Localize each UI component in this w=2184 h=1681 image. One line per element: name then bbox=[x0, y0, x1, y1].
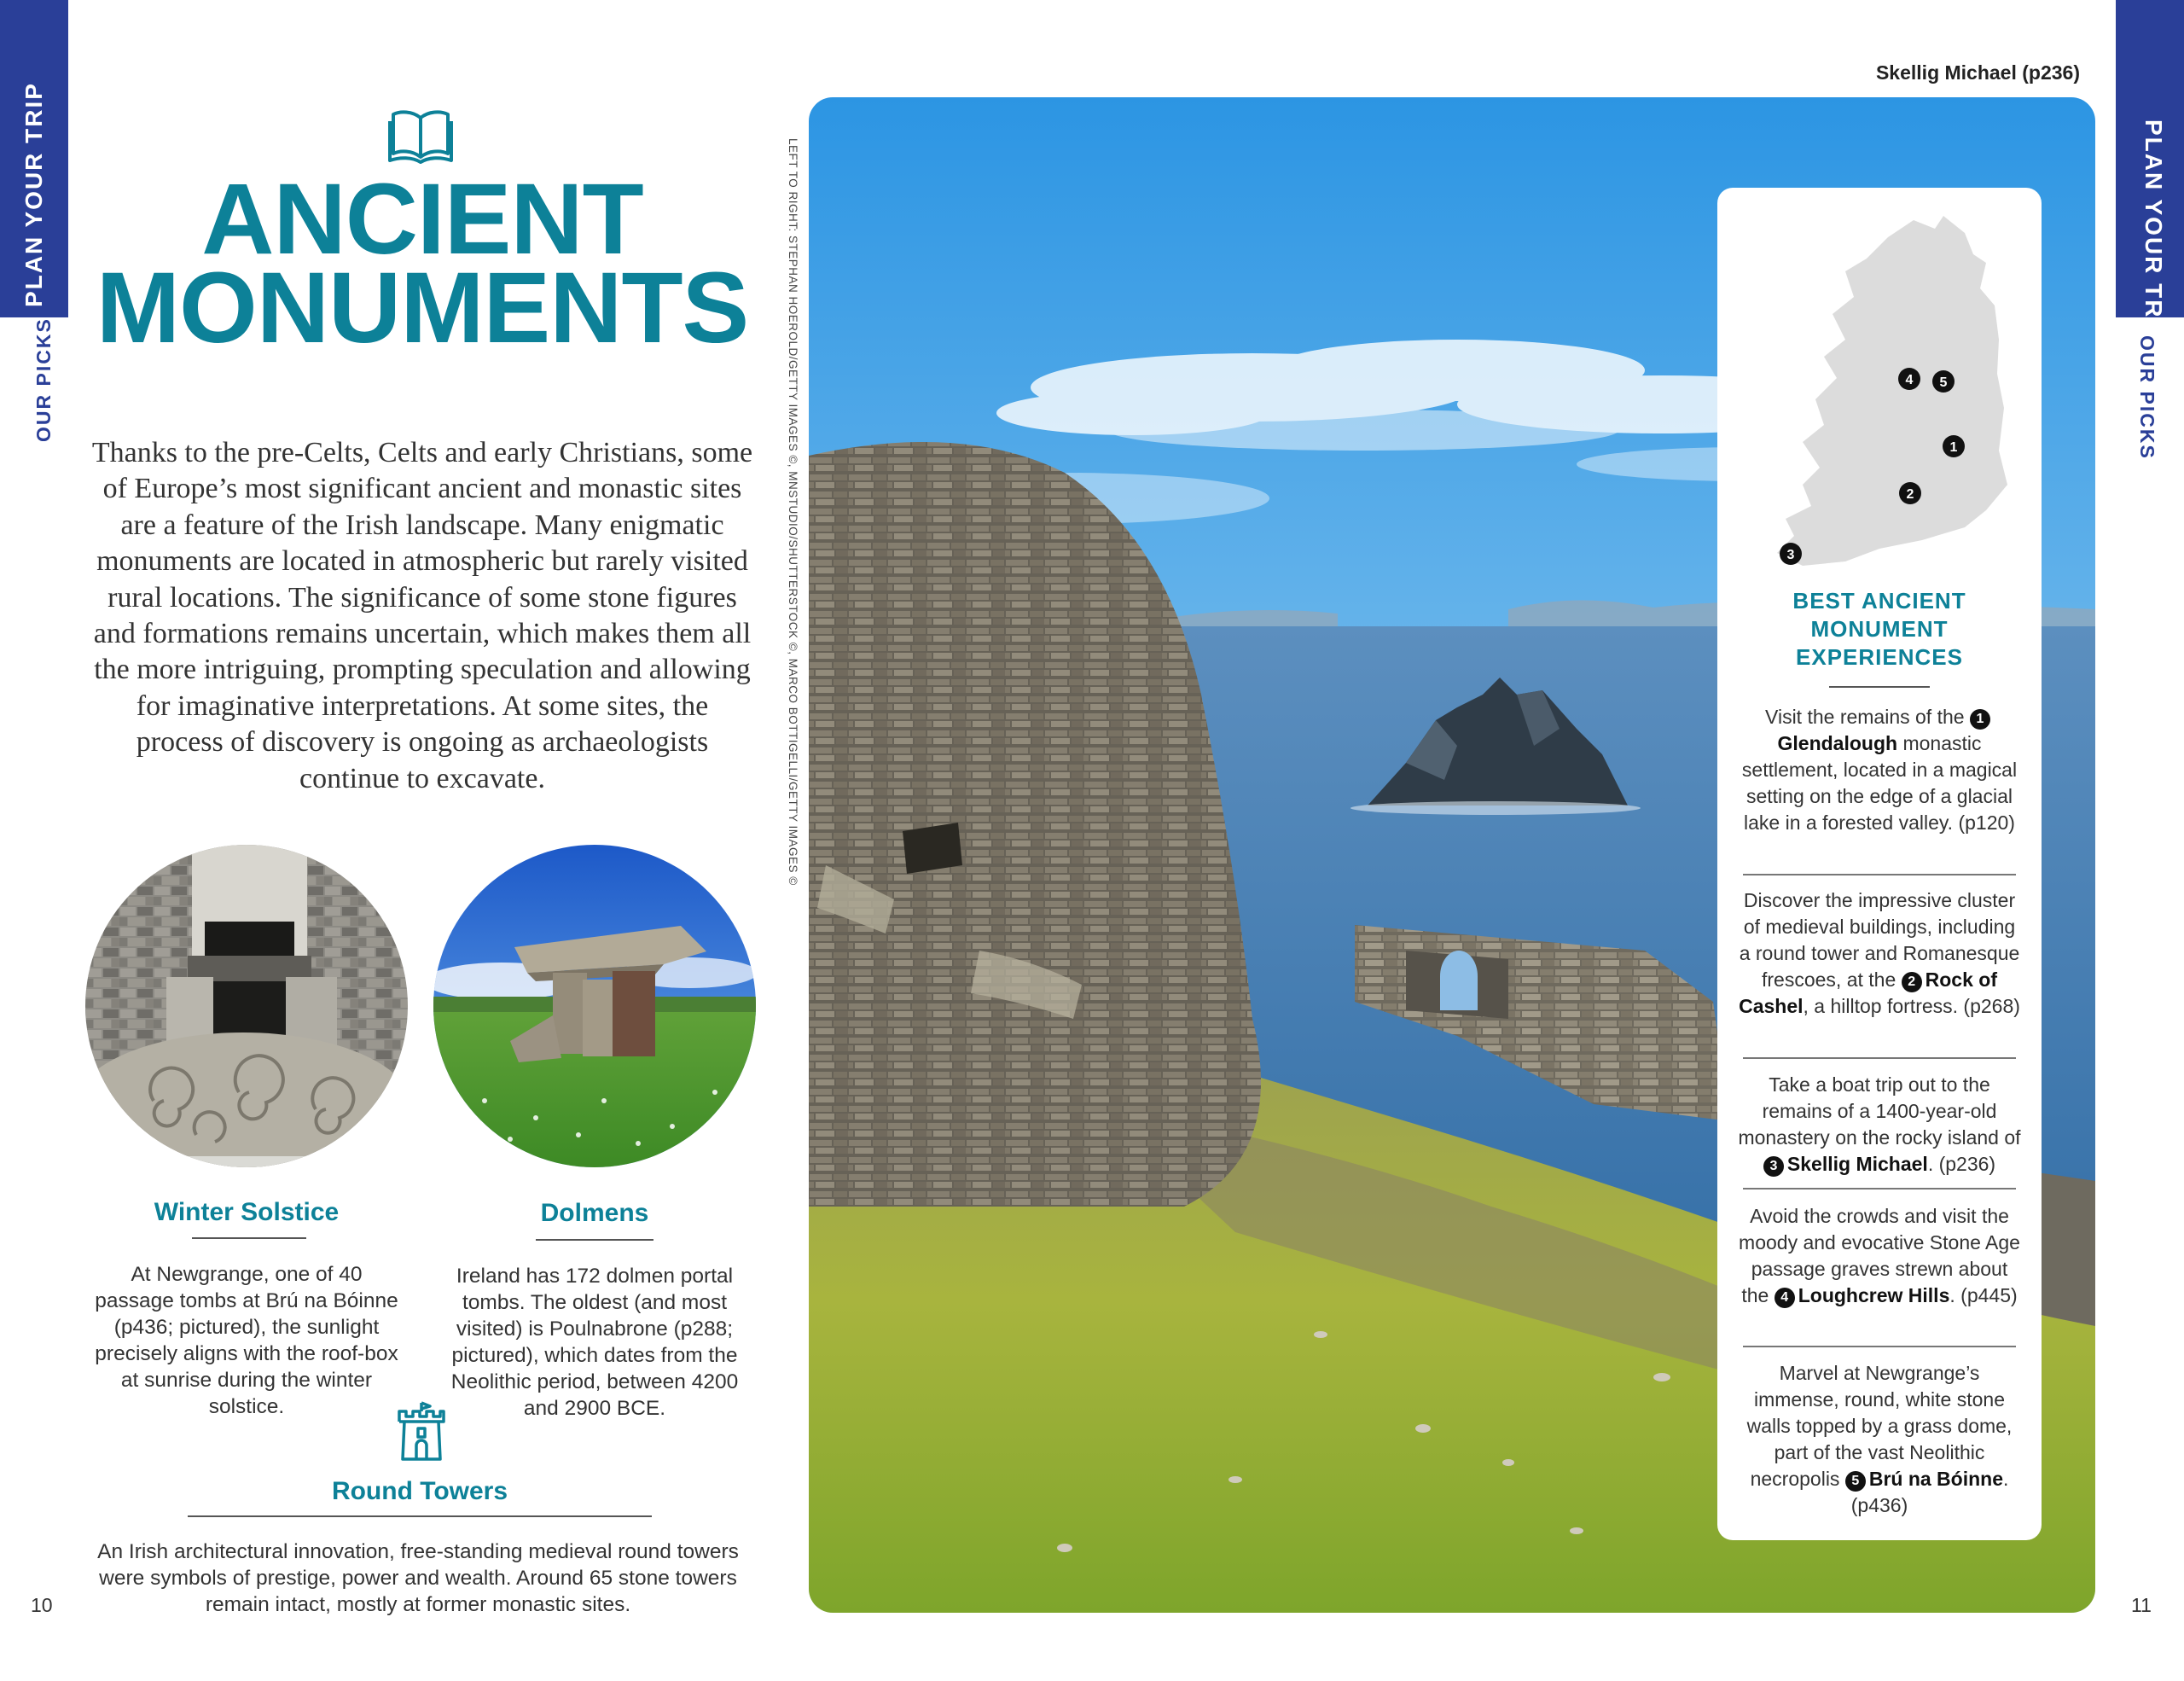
sidebar-item bbox=[1738, 1203, 2021, 1309]
sidebar-divider bbox=[1743, 1346, 2016, 1347]
photo-caption: Skellig Michael (p236) bbox=[1875, 61, 2080, 84]
poulnabrone-dolmen-photo bbox=[433, 845, 756, 1167]
item-text: Visit the remains of the bbox=[1765, 706, 1965, 728]
sidebar-item bbox=[1738, 704, 2021, 836]
page-number-right: 11 bbox=[2131, 1594, 2152, 1616]
dolmens-heading: Dolmens bbox=[540, 1199, 649, 1227]
winter-solstice-rule bbox=[192, 1237, 306, 1239]
round-towers-heading: Round Towers bbox=[331, 1477, 508, 1505]
side-tab-left-sublabel: OUR PICKS bbox=[32, 317, 55, 442]
page-title-line1: ANCIENT bbox=[201, 163, 643, 276]
map-marker-5: 5 bbox=[1939, 375, 1948, 390]
item-text: . (p236) bbox=[1927, 1153, 1996, 1175]
item-text: Take a boat trip out to the remains of a 1400-year-old monastery on the rocky island of bbox=[1738, 1073, 2021, 1149]
page-number-left: 10 bbox=[31, 1594, 53, 1616]
map-marker-4: 4 bbox=[1905, 373, 1914, 387]
winter-solstice-heading: Winter Solstice bbox=[154, 1198, 340, 1226]
item-text: monastic settlement, located in a magical setting on the edge of a glacial lake in a forested valley. (p120) bbox=[1741, 732, 2018, 834]
item-text: Avoid the crowds and visit the moody and evocative Stone Age passage graves strewn about the bbox=[1739, 1205, 2020, 1306]
tower-icon bbox=[396, 1401, 447, 1463]
side-tab-right-sublabel: OUR PICKS bbox=[2136, 335, 2158, 460]
newgrange-photo bbox=[85, 845, 408, 1167]
map-marker-3: 3 bbox=[1786, 548, 1795, 562]
sidebar-title-line1: BEST ANCIENT bbox=[1792, 588, 1966, 614]
sidebar-item bbox=[1738, 1360, 2021, 1519]
sidebar-divider bbox=[1743, 1057, 2016, 1059]
item-text: Discover the impressive cluster of medieval buildings, including a round tower and Romanesque frescoes, at the bbox=[1739, 889, 2020, 991]
item-number-badge: 1 bbox=[1970, 709, 1990, 730]
item-number-badge: 3 bbox=[1763, 1156, 1784, 1177]
item-place-name: Loughcrew Hills bbox=[1798, 1284, 1950, 1306]
sidebar-item bbox=[1738, 887, 2021, 1020]
sidebar-item bbox=[1738, 1072, 2021, 1178]
item-text: . (p436) bbox=[1850, 1468, 2009, 1516]
side-tab-left-label: PLAN YOUR TRIP bbox=[20, 82, 47, 307]
dolmens-text: Ireland has 172 dolmen portal tombs. The oldest (and most visited) is Poulnabrone (p288; pictured), which dates from the Neolithic period, between 4200 and 2900 BCE. bbox=[450, 1265, 739, 1420]
round-towers-text: An Irish architectural innovation, free-standing medieval round towers were symbols of prestige, power and wealth. Around 65 stone towers remain intact, mostly at former monastic sites. bbox=[97, 1540, 739, 1616]
page-title bbox=[81, 163, 764, 364]
round-towers-rule bbox=[188, 1515, 652, 1517]
map-marker-2: 2 bbox=[1906, 487, 1914, 502]
side-tab-right-label: PLAN YOUR TRIP bbox=[2140, 119, 2167, 345]
winter-solstice-text: At Newgrange, one of 40 passage tombs at Brú na Bóinne (p436; pictured), the sunlight precisely aligns with the roof-box at sunrise during the winter solstice. bbox=[95, 1263, 398, 1418]
item-text: Marvel at Newgrange’s immense, round, white stone walls topped by a grass dome, part of the vast Neolithic necropolis bbox=[1746, 1362, 2013, 1490]
sidebar-title-line2: MONUMENT bbox=[1810, 616, 1949, 642]
item-place-name: Glendalough bbox=[1777, 732, 1898, 754]
item-place-name: Skellig Michael bbox=[1786, 1153, 1928, 1175]
page-title-line2: MONUMENTS bbox=[96, 252, 749, 364]
item-number-badge: 5 bbox=[1845, 1471, 1866, 1492]
best-experiences-card bbox=[1717, 188, 2042, 1540]
item-number-badge: 2 bbox=[1902, 972, 1922, 992]
map-marker-1: 1 bbox=[1949, 440, 1958, 455]
book-icon bbox=[388, 106, 453, 166]
item-text: , a hilltop fortress. (p268) bbox=[1803, 995, 2020, 1017]
item-text: . (p445) bbox=[1949, 1284, 2018, 1306]
sidebar-title-rule bbox=[1829, 686, 1930, 688]
item-place-name: Brú na Bóinne bbox=[1868, 1468, 2003, 1490]
dolmens-rule bbox=[536, 1239, 653, 1241]
item-place-name: Rock of Cashel bbox=[1739, 968, 1997, 1017]
photo-credit: LEFT TO RIGHT: STEPHAN HOEROLD/GETTY IMAGES ©, MNSTUDIO/SHUTTERSTOCK ©, MARCO BOTTIGELLI/GETTY IMAGES © bbox=[787, 138, 799, 886]
sidebar-divider bbox=[1743, 1188, 2016, 1189]
item-number-badge: 4 bbox=[1774, 1288, 1795, 1308]
intro-paragraph: Thanks to the pre-Celts, Celts and early Christians, some of Europe’s most significant ancient and monastic sites are a feature of the Irish landscape. Many enigmatic monuments are located in atmospheric but rarely visited rural locations. The significance of some stone figures and formations remains uncertain, which makes them all the more intriguing, prompting speculation and allowing for imaginative interpretations. At some sites, the process of discovery is ongoing as archaeologists continue to excavate. bbox=[91, 437, 753, 794]
sidebar-title bbox=[1717, 587, 2042, 672]
sidebar-divider bbox=[1743, 874, 2016, 875]
sidebar-title-line3: EXPERIENCES bbox=[1796, 644, 1963, 670]
ireland-map bbox=[1751, 212, 2007, 570]
